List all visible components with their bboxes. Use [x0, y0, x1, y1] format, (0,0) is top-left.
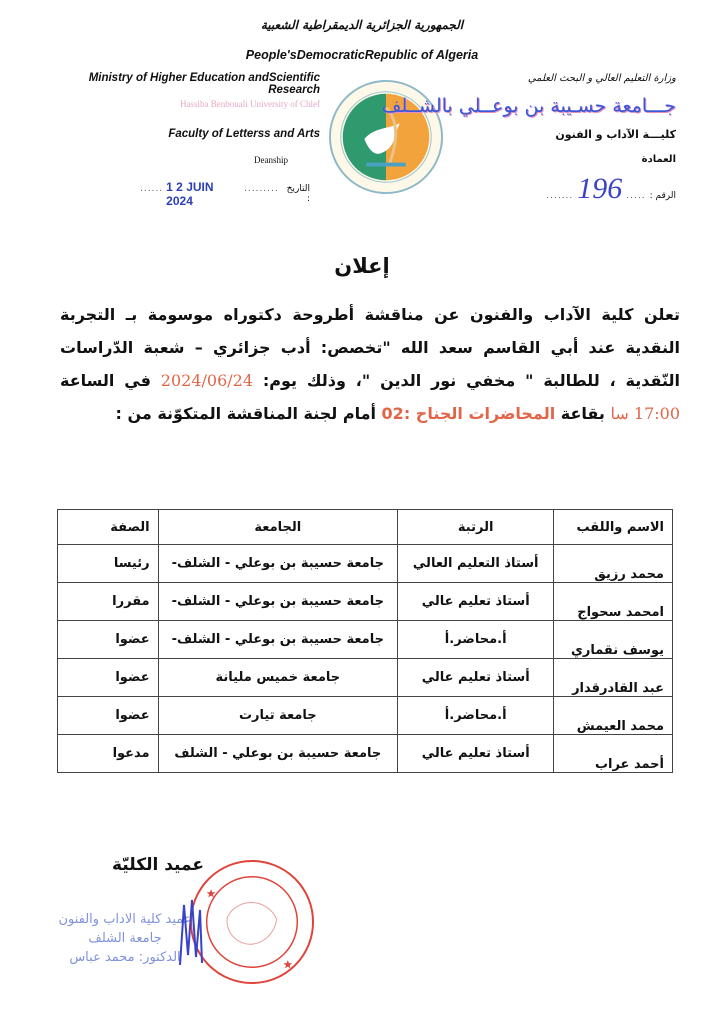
university-english-faded: Hassiba Benbouali University of Chlef [180, 99, 320, 109]
member-name: يوسف نقماري [554, 621, 673, 659]
table-header-row [58, 510, 673, 545]
svg-text:★: ★ [205, 886, 217, 901]
member-name: محمد العيمش [554, 697, 673, 735]
date-label: التاريخ : [286, 184, 310, 204]
dean-signature-title: عميد الكليّة [112, 855, 204, 875]
member-name: محمد رزيق [554, 545, 673, 583]
deanship-english: Deanship [254, 155, 288, 165]
member-name: امحمد سحواج [554, 583, 673, 621]
member-role: مدعوا [58, 735, 159, 773]
dots: ..... [626, 191, 646, 201]
stamp-line-2: جامعة الشلف [88, 931, 162, 946]
member-university: جامعة حسيبة بن بوعلي - الشلف- [158, 583, 397, 621]
reference-number-field [476, 172, 676, 206]
header-rank: الرتبة [398, 510, 554, 545]
member-role: رئيسا [58, 545, 159, 583]
member-role: عضوا [58, 621, 159, 659]
header-role: الصفة [58, 510, 159, 545]
republic-english: People'sDemocraticRepublic of Algeria [245, 48, 479, 62]
ministry-english: Ministry of Higher Education andScientific Research [88, 72, 320, 96]
table-row [58, 735, 673, 773]
table-row [58, 621, 673, 659]
ministry-arabic: وزارة التعليم العالي و البحث العلمي [527, 73, 676, 84]
header-name: الاسم واللقب [554, 510, 673, 545]
date-stamp: 1 2 JUIN 2024 [166, 180, 214, 208]
member-university: جامعة خميس مليانة [158, 659, 397, 697]
header-university: الجامعة [158, 510, 397, 545]
body-text-1: تعلن كلية الآداب والفنون عن مناقشة أطروحة دكتوراه موسومة بـ التجربة النقدية عند أبي القاسم سعد الله "تخصص: أدب جزائري – شعبة الدّراسات النّقدية ، للطالبة " مخفي نور الدين "، وذلك يوم: [60, 305, 680, 390]
member-name: عبد القادرقدار [554, 659, 673, 697]
member-university: جامعة تيارت [158, 697, 397, 735]
stamp-line-1: عميد كلية الاداب والفنون [58, 912, 192, 927]
body-text-2: في الساعة [60, 371, 151, 390]
table-row [58, 583, 673, 621]
table-row [58, 697, 673, 735]
republic-arabic: الجمهورية الجزائرية الديمقراطية الشعبية [260, 18, 464, 32]
svg-text:★: ★ [282, 957, 294, 972]
stamp-line-3: الدكتور: محمد عباس [69, 950, 181, 965]
dots: ...... [140, 184, 164, 194]
announcement-title: إعلان [334, 254, 390, 278]
faculty-arabic: كليـــة الآداب و الفنون [555, 128, 676, 141]
member-university: جامعة حسيبة بن بوعلي - الشلف- [158, 621, 397, 659]
defense-hall: المحاضرات الجناح :02 [381, 404, 556, 423]
body-text-4: أمام لجنة المناقشة المتكوّنة من : [115, 404, 376, 423]
member-role: عضوا [58, 697, 159, 735]
table-row [58, 545, 673, 583]
dots: ....... [546, 191, 574, 201]
member-rank: أستاذ تعليم عالي [398, 659, 554, 697]
defense-date: 2024/06/24 [160, 371, 254, 390]
member-name: أحمد عراب [554, 735, 673, 773]
table-row [58, 659, 673, 697]
member-rank: أ.محاضر.أ [398, 697, 554, 735]
dots: ......... [243, 184, 279, 194]
faculty-english: Faculty of Letterss and Arts [168, 128, 320, 140]
member-rank: أ.محاضر.أ [398, 621, 554, 659]
body-text-3: بقاعة [560, 404, 605, 423]
committee-table [57, 509, 673, 773]
date-field [140, 180, 310, 208]
member-rank: أستاذ التعليم العالي [398, 545, 554, 583]
member-rank: أستاذ تعليم عالي [398, 735, 554, 773]
member-university: جامعة حسيبة بن بوعلي - الشلف- [158, 545, 397, 583]
defense-time: 17:00 سا [610, 404, 680, 423]
member-university: جامعة حسيبة بن بوعلي - الشلف [158, 735, 397, 773]
handwritten-signature [160, 885, 220, 975]
member-rank: أستاذ تعليم عالي [398, 583, 554, 621]
reference-number: 196 [577, 172, 623, 205]
number-label: الرقم : [649, 191, 676, 201]
announcement-body [60, 298, 680, 430]
member-role: مقررا [58, 583, 159, 621]
deanship-arabic: العمادة [641, 154, 676, 165]
university-arabic: جـــامعة حسـيبة بن بوعــلي بالشــلف [381, 95, 676, 117]
member-role: عضوا [58, 659, 159, 697]
